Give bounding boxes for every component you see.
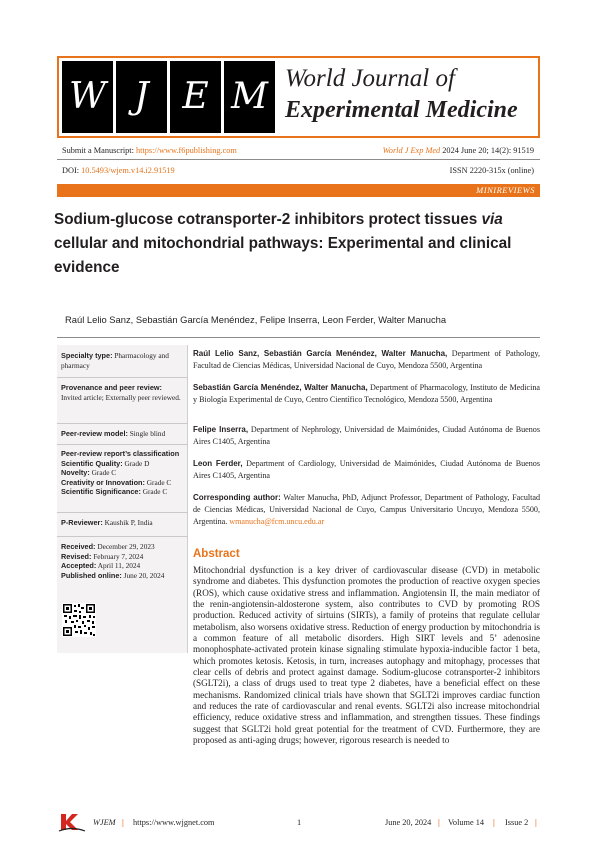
title-italic: via (481, 211, 503, 228)
author-list: Raúl Lelio Sanz, Sebastián García Menéndez, Felipe Inserra, Leon Ferder, Walter Manucha (65, 314, 447, 325)
affiliation-1: Raúl Lelio Sanz, Sebastián García Menéndez, Walter Manucha, Department of Pathology, Facultad de Ciencias Médicas, Universidad Nacional de Cuyo, Mendoza 5500, Argentina (193, 349, 540, 371)
footer-date: June 20, 2024 (385, 818, 432, 827)
divider (57, 159, 540, 160)
logo-letter-e: E (170, 61, 221, 133)
submit-label: Submit a Manuscript: (62, 146, 134, 155)
issn: ISSN 2220-315x (online) (449, 166, 534, 175)
journal-masthead (57, 56, 540, 138)
footer-separator: | (122, 818, 124, 827)
divider (57, 337, 540, 338)
footer-issue: Issue 2 (505, 818, 529, 827)
journal-name-line2: Experimental Medicine (285, 97, 518, 123)
publisher-logo-icon (57, 812, 87, 834)
divider (57, 377, 188, 378)
corresponding-author: Corresponding author: Walter Manucha, PhD, Adjunct Professor, Department of Pathology, Facultad de Ciencias Médicas, Universidad Nacional de Cuyo, Campus Universitario Uncuyo, Mendoza 5500, Argentina. wmanucha@fcm.uncu.edu.ar (193, 493, 540, 527)
section-band (57, 184, 540, 197)
peer-review-classification: Peer-review report’s classification Scientific Quality: Grade D Novelty: Grade C Creativity or Innovation: Grade C Scientific Significance: Grade C (61, 449, 180, 497)
qr-code-icon[interactable] (62, 603, 96, 637)
journal-name-line1: World Journal of (285, 65, 455, 92)
meta-row-submission (62, 145, 534, 156)
abstract-heading: Abstract (193, 548, 240, 560)
page-footer (57, 812, 540, 834)
abstract-text: Mitochondrial dysfunction is a key driver of cardiovascular disease (CVD) in metabolic syndrome and diabetes. This dysfunction promotes the production of reactive oxygen species (ROS), which cause oxidative stress and inflammation. Angiotensin II, the main mediator of the renin-angiotensin-aldosterone system, also contributes to CVD by promoting ROS production. Reduced activity of sirtuins (SIRTs), a family of proteins that regulate cellular metabolism, also worsens oxidative stress. Reduction of energy production by mitochondria is a common feature of all metabolic disorders. High SIRT levels and 5’ adenosine monophosphate-activated protein kinase signaling stimulate hypoxia-inducible factor 1 beta, which promotes ketosis. Ketosis, in turn, increases autophagy and mitophagy, processes that clear cells of debris and protect against damage. Sodium-glucose cotransporter-2 inhibitors (SGLT2i), a class of drugs used to treat type 2 diabetes, have a beneficial effect on these mechanisms. Randomized clinical trials have shown that SGLT2i improves cardiac function and reduces the rate of cardiovascular and renal events. SGLT2i also increase mitochondrial efficiency, reduce oxidative stress and inflammation, and strengthen tissues. These findings suggest that SGLT2i hold great potential for the treatment of CVD. Furthermore, they are proposed as anti-aging drugs; however, rigorous research is needed to (193, 565, 540, 746)
divider (57, 536, 188, 537)
submit-link[interactable]: https://www.f6publishing.com (135, 146, 237, 155)
footer-url[interactable]: https://www.wjgnet.com (133, 818, 215, 827)
article-dates: Received: December 29, 2023 Revised: February 7, 2024 Accepted: April 11, 2024 Published online: June 20, 2024 (61, 542, 165, 580)
footer-separator: | (438, 818, 440, 827)
affiliation-2: Sebastián García Menéndez, Walter Manucha, Department of Pharmacology, Instituto de Medicina y Biología Experimental de Cuyo, Centro Científico Tecnológico, Mendoza 5500, Argentina (193, 383, 541, 405)
footer-separator: | (493, 818, 495, 827)
divider (57, 444, 188, 445)
divider (57, 512, 188, 513)
journal-name (285, 64, 535, 126)
doi-link[interactable]: 10.5493/wjem.v14.i2.91519 (81, 166, 175, 175)
footer-journal: WJEM (93, 818, 116, 827)
citation-journal: World J Exp Med (382, 146, 441, 155)
title-part2: cellular and mitochondrial pathways: Experimental and clinical evidence (54, 235, 512, 276)
meta-row-doi (62, 165, 534, 176)
logo-letter-j: J (116, 61, 167, 133)
author-email-link[interactable]: wmanucha@fcm.uncu.edu.ar (229, 517, 325, 527)
logo-letter-m: M (224, 61, 275, 133)
doi-label: DOI: (62, 166, 80, 175)
citation (383, 145, 534, 156)
footer-separator: | (535, 818, 537, 827)
affiliation-4: Leon Ferder, Department of Cardiology, Universidad de Maimónides, Ciudad Autónoma de Buenos Aires C1405, Argentina (193, 459, 540, 481)
provenance: Provenance and peer review: Invited article; Externally peer reviewed. (61, 383, 181, 402)
specialty-type: Specialty type: Pharmacology and pharmacy (61, 351, 169, 370)
p-reviewer: P-Reviewer: Kaushik P, India (61, 518, 153, 527)
article-title (54, 208, 534, 280)
logo-letter-w: W (62, 61, 113, 133)
affiliation-3: Felipe Inserra, Department of Nephrology, Universidad de Maimónides, Ciudad Autónoma de Buenos Aires C1405, Argentina (193, 425, 540, 447)
title-part1: Sodium-glucose cotransporter-2 inhibitors protect tissues (54, 211, 482, 228)
footer-volume: Volume 14 (448, 818, 485, 827)
section-label: MINIREVIEWS (476, 185, 535, 195)
divider (57, 423, 188, 424)
footer-page-number: 1 (297, 818, 302, 827)
citation-details: 2024 June 20; 14(2): 91519 (442, 146, 534, 155)
peer-review-model: Peer-review model: Single blind (61, 429, 166, 438)
article-info-sidebar (57, 345, 188, 653)
